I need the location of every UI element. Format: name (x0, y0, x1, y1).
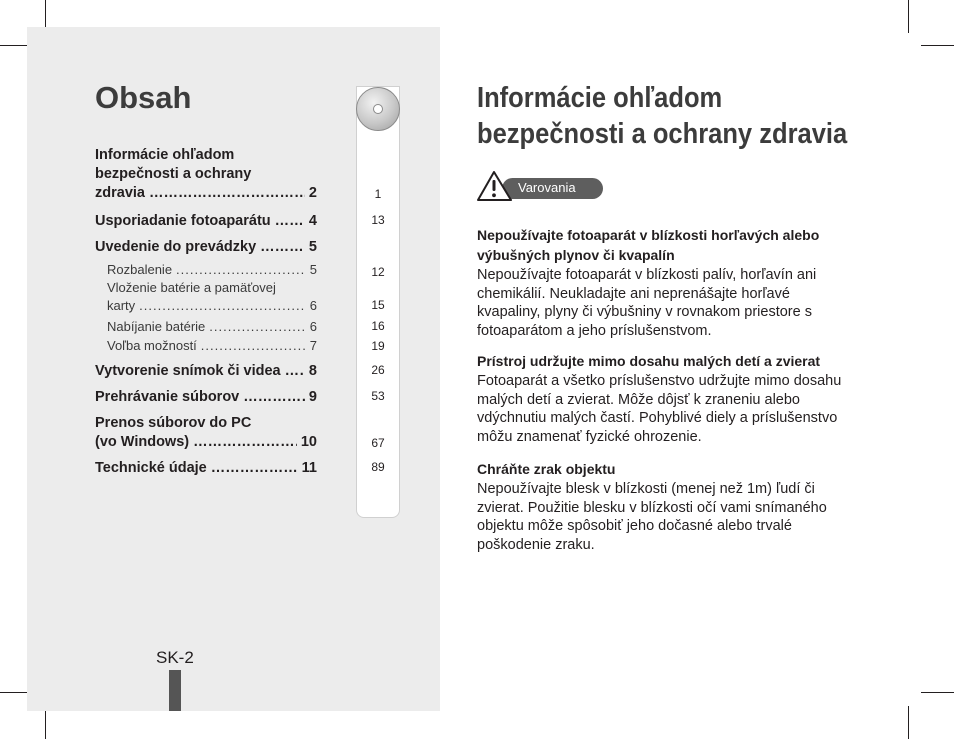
page-title-line: bezpečnosti a ochrany zdravia (477, 118, 848, 150)
toc-page-number: 5 (309, 262, 317, 277)
toc-page-number: 11 (301, 460, 317, 476)
toc-entry-label: Prehrávanie súborov (95, 389, 240, 405)
toc-leader (211, 459, 298, 478)
toc-entry-label: Voľba možností (107, 338, 197, 353)
toc-entry-label: Usporiadanie fotoaparátu (95, 213, 271, 229)
toc-subentry[interactable] (95, 279, 317, 314)
toc-leader (285, 362, 305, 381)
toc-entry[interactable] (95, 388, 317, 407)
toc-entry-label: Rozbalenie (107, 262, 173, 277)
strip-page-number: 19 (371, 339, 385, 353)
page-title (477, 80, 882, 152)
warning-section (477, 459, 847, 554)
warning-section (477, 351, 847, 446)
section-heading: Chráňte zrak objektu (477, 461, 616, 477)
toc-entry-label: zdravia (95, 185, 145, 201)
toc-page-number: 9 (308, 389, 317, 405)
toc-page-number: 5 (308, 239, 317, 255)
toc-leader (260, 238, 305, 257)
table-of-contents (95, 146, 317, 478)
toc-leader (193, 433, 297, 452)
toc-subentry[interactable] (95, 260, 317, 279)
warning-badge (477, 170, 603, 202)
strip-page-number: 89 (371, 460, 385, 474)
toc-entry[interactable] (95, 146, 317, 203)
toc-entry-label: Nabíjanie batérie (107, 319, 206, 334)
toc-entry[interactable] (95, 362, 317, 381)
toc-entry[interactable] (95, 212, 317, 231)
toc-entry-label: Informácie ohľadom (95, 147, 235, 163)
toc-page-number: 6 (309, 319, 317, 334)
toc-leader (201, 336, 306, 355)
toc-leader (139, 297, 306, 315)
toc-entry-label: (vo Windows) (95, 434, 190, 450)
strip-page-number: 13 (371, 213, 385, 227)
strip-page-number: 67 (371, 436, 385, 450)
strip-page-number: 16 (371, 319, 385, 333)
toc-page-number: 6 (309, 297, 317, 313)
toc-page-number: 7 (309, 338, 317, 353)
section-body: Fotoaparát a všetko príslušenstvo udržujte mimo dosahu malých detí a zvierat. Môže dôjsť k zraneniu alebo vdýchnutiu malých častí. Pohyblivé diely a príslušenstvo môžu znamenať fyzické ohrozenie. (477, 373, 842, 445)
page-number: SK-2 (156, 648, 194, 667)
cd-disc-hole (373, 104, 383, 114)
strip-page-number: 26 (371, 363, 385, 377)
toc-leader (275, 212, 305, 231)
toc-entry[interactable] (95, 414, 317, 452)
strip-page-number: 1 (374, 187, 382, 201)
crop-mark (921, 45, 954, 46)
toc-entry-label: Technické údaje (95, 460, 207, 476)
crop-mark (908, 706, 909, 739)
toc-subentry[interactable] (95, 317, 317, 336)
toc-page-number: 2 (308, 185, 317, 201)
crop-mark (908, 0, 909, 33)
section-body: Nepoužívajte fotoaparát v blízkosti palív, horľavín ani chemikálií. Neukladajte ani neprenášajte horľavé kvapaliny, plyny či výbušniny v rovnakom priestore s fotoaparátom a jeho príslušenstvom. (477, 267, 817, 339)
strip-page-number: 53 (371, 389, 385, 403)
toc-page-number: 4 (308, 213, 317, 229)
toc-leader (209, 317, 305, 336)
page-title-line: Informácie ohľadom (477, 82, 723, 114)
warning-triangle-icon (477, 170, 513, 202)
section-heading: Nepoužívajte fotoaparát v blízkosti horľavých alebo výbušných plynov či kvapalín (477, 227, 820, 263)
crop-mark (921, 692, 954, 693)
section-body: Nepoužívajte blesk v blízkosti (menej než 1m) ľudí či zvierat. Použitie blesku v blízkosti očí vami snímaného objektu môže spôsobiť jeho dočasné alebo trvalé poškodenie zraku. (477, 481, 827, 553)
toc-subentry[interactable] (95, 336, 317, 355)
toc-entry-label: Vloženie batérie a pamäťovej (107, 280, 276, 295)
toc-entry-label: karty (107, 297, 136, 313)
page-tab-marker (169, 670, 181, 711)
strip-page-number: 12 (371, 265, 385, 279)
section-heading: Prístroj udržujte mimo dosahu malých detí a zvierat (477, 353, 821, 369)
toc-entry-label: Uvedenie do prevádzky (95, 239, 257, 255)
toc-entry-label: Vytvorenie snímok či videa (95, 363, 281, 379)
warning-section (477, 225, 847, 340)
strip-page-number: 15 (371, 298, 385, 312)
toc-entry[interactable] (95, 238, 317, 257)
toc-page-number: 10 (300, 434, 317, 450)
toc-entry-label: Prenos súborov do PC (95, 415, 252, 431)
toc-entry[interactable] (95, 459, 317, 478)
toc-leader (243, 388, 305, 407)
warning-badge-label: Varovania (518, 180, 576, 195)
toc-leader (149, 184, 305, 203)
toc-leader (176, 260, 306, 279)
toc-entry-label: bezpečnosti a ochrany (95, 166, 252, 182)
toc-page-number: 8 (308, 363, 317, 379)
contents-heading: Obsah (95, 80, 192, 115)
